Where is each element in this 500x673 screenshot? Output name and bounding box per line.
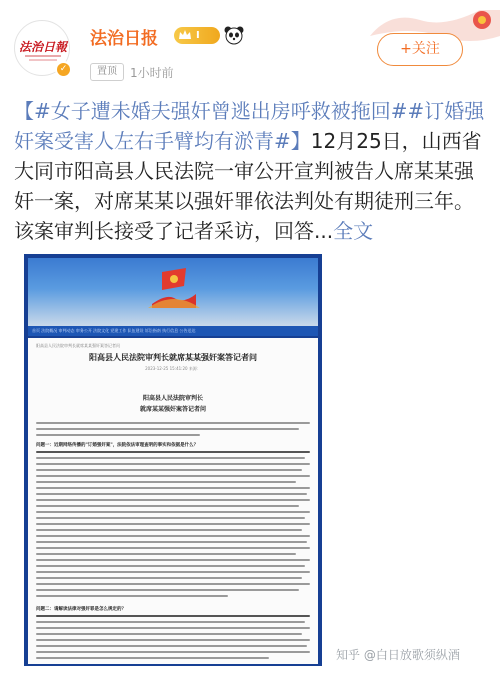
article-breadcrumb: 阳高县人民法院审判长就席某某强奸案答记者问 xyxy=(36,343,120,348)
article-title: 阳高县人民法院审判长就席某某强奸案答记者问 xyxy=(89,353,257,362)
flag-illustration-icon xyxy=(146,264,202,310)
article-answer-2-lines xyxy=(36,615,310,663)
post-header xyxy=(0,0,500,92)
article-answer-1-lines xyxy=(36,451,310,601)
post-text xyxy=(14,96,490,246)
expand-full-text-link[interactable]: 全文 xyxy=(333,219,374,243)
post-body: 12月25日，山西省大同市阳高县人民法院一审公开宣判被告人席某某强奸一案，对席某某以强奸罪依法判处有期徒刑三年。该案审判长接受了记者采访，回答... xyxy=(14,129,482,243)
court-site-nav: 首页 法院概况 审判动态 审务公开 法院文化 党建工作 队伍建设 诉讼指南 执行信息 公告送达 xyxy=(28,326,318,336)
article-subtitle-2: 就席某某强奸案答记者问 xyxy=(139,406,206,413)
follow-button[interactable]: +关注 xyxy=(377,33,463,66)
level-badge xyxy=(174,27,220,44)
article-subtitle-1: 阳高县人民法院审判长 xyxy=(142,395,203,402)
account-name[interactable]: 法治日报 xyxy=(90,29,158,49)
article-question-1: 问题一：近期网络传播的"订婚强奸案"，法院依法审理查明的事实和依据是什么？ xyxy=(36,443,199,448)
article-question-2: 问题二：请解读法律对强奸罪是怎么规定的？ xyxy=(36,607,126,612)
verified-badge-icon: ✓ xyxy=(55,61,72,78)
zhihu-watermark: 知乎 @白日放歌须纵酒 xyxy=(336,648,460,662)
level-value: I xyxy=(196,30,200,41)
panda-icon xyxy=(224,26,244,45)
crown-icon xyxy=(178,29,192,42)
post-time: 1小时前 xyxy=(130,66,174,80)
article-intro-lines xyxy=(36,422,310,440)
article-meta: 2023-12-25 15:41:20 来源： xyxy=(145,366,201,371)
topic-link[interactable]: 【#女子遭未婚夫强奸曾逃出房呼救被拖回##订婚强奸案受害人左右手臂均有淤青#】 xyxy=(14,99,485,153)
avatar-logo-text: 法治日報 xyxy=(18,40,67,54)
pinned-tag: 置顶 xyxy=(90,63,124,81)
article-page xyxy=(28,338,318,664)
court-site-banner xyxy=(28,258,318,326)
post-image[interactable] xyxy=(24,254,322,666)
